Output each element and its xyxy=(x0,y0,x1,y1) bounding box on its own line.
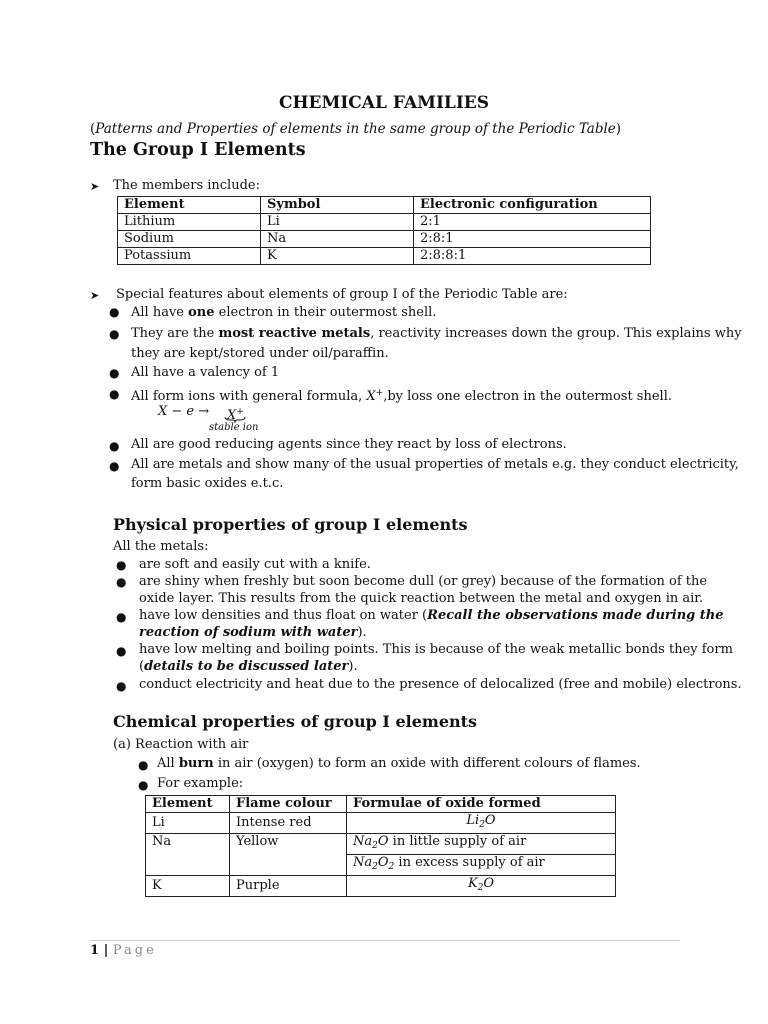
table-cell: $Li_2O$ xyxy=(347,813,616,834)
arrow-bullet-icon: ➤ xyxy=(90,180,100,193)
list-item: They are the most reactive metals, reactivity increases down the group. This explains why xyxy=(131,326,742,341)
bullet-icon: ● xyxy=(109,439,120,453)
table-cell: Li xyxy=(261,214,414,231)
bullet-icon: ● xyxy=(109,327,120,341)
table-header-cell: Flame colour xyxy=(230,796,347,813)
list-item-continuation: they are kept/stored under oil/paraffin. xyxy=(131,346,389,361)
table-cell: K xyxy=(146,876,230,897)
table-cell: Purple xyxy=(230,876,347,897)
table-row xyxy=(118,231,651,248)
physical-intro: All the metals: xyxy=(113,539,209,554)
bullet-icon: ● xyxy=(116,558,127,572)
members-intro: The members include: xyxy=(113,178,260,193)
table-cell: 2:1 xyxy=(414,214,651,231)
table-header-cell: Element xyxy=(146,796,230,813)
table-header-row xyxy=(146,796,616,813)
table-header-cell: Element xyxy=(118,197,261,214)
table-cell: Li xyxy=(146,813,230,834)
table-row xyxy=(146,834,616,855)
list-item: All have one electron in their outermost shell. xyxy=(131,305,437,320)
list-item: All burn in air (oxygen) to form an oxide with different colours of flames. xyxy=(157,756,641,771)
table-row xyxy=(146,876,616,897)
table-cell: K xyxy=(261,248,414,265)
subheading-reaction-air: (a) Reaction with air xyxy=(113,737,249,752)
list-item-continuation: form basic oxides e.t.c. xyxy=(131,476,284,491)
page-number: 1 xyxy=(90,943,100,958)
list-item: For example: xyxy=(157,776,244,791)
list-item: are soft and easily cut with a knife. xyxy=(139,557,371,572)
bullet-icon: ● xyxy=(138,758,149,772)
table-row xyxy=(146,813,616,834)
table-cell: Intense red xyxy=(230,813,347,834)
table-row xyxy=(118,248,651,265)
table-cell: 2:8:1 xyxy=(414,231,651,248)
bullet-icon: ● xyxy=(109,305,120,319)
bullet-icon: ● xyxy=(109,387,120,401)
list-item: conduct electricity and heat due to the presence of delocalized (free and mobile) electrons. xyxy=(139,677,742,692)
list-item-continuation: oxide layer. This results from the quick reaction between the metal and oxygen in air. xyxy=(139,591,704,606)
oxide-table xyxy=(145,795,616,897)
section-heading-physical: Physical properties of group I elements xyxy=(113,515,468,534)
bullet-icon: ● xyxy=(138,778,149,792)
list-item: are shiny when freshly but soon become dull (or grey) because of the formation of the xyxy=(139,574,708,589)
table-cell: $Na_2O_2$ in excess supply of air xyxy=(347,855,616,876)
list-item: have low densities and thus float on water (Recall the observations made during the xyxy=(139,608,724,623)
special-intro: Special features about elements of group I of the Periodic Table are: xyxy=(116,287,568,302)
table-header-cell: Symbol xyxy=(261,197,414,214)
arrow-bullet-icon: ➤ xyxy=(90,289,100,302)
page-title: CHEMICAL FAMILIES xyxy=(278,93,490,113)
section-heading-chemical: Chemical properties of group I elements xyxy=(113,712,478,731)
list-item-continuation: reaction of sodium with water). xyxy=(139,625,367,640)
list-item: All are metals and show many of the usual properties of metals e.g. they conduct electricity, xyxy=(131,457,739,472)
ion-equation-product: X+ xyxy=(227,407,244,423)
list-item-continuation: (details to be discussed later). xyxy=(139,659,358,674)
stable-ion-label: stable ion xyxy=(209,422,259,433)
page-label: Page xyxy=(112,943,157,958)
table-cell: Sodium xyxy=(118,231,261,248)
bullet-icon: ● xyxy=(109,459,120,473)
table-cell: Na xyxy=(261,231,414,248)
table-header-row xyxy=(118,197,651,214)
ion-equation: X − e → xyxy=(158,404,210,419)
table-cell: Yellow xyxy=(230,834,347,876)
list-item: All form ions with general formula, X+,by loss one electron in the outermost shell. xyxy=(131,388,672,404)
bullet-icon: ● xyxy=(116,610,127,624)
list-item: All are good reducing agents since they react by loss of electrons. xyxy=(131,437,567,452)
table-header-cell: Electronic configuration xyxy=(414,197,651,214)
bullet-icon: ● xyxy=(109,366,120,380)
list-item: All have a valency of 1 xyxy=(131,365,280,380)
subtitle: (Patterns and Properties of elements in the same group of the Periodic Table) xyxy=(90,121,622,137)
table-cell: Na xyxy=(146,834,230,876)
bullet-icon: ● xyxy=(116,679,127,693)
list-item: have low melting and boiling points. This is because of the weak metallic bonds they form xyxy=(139,642,733,657)
section-heading-group1: The Group I Elements xyxy=(90,140,306,160)
bullet-icon: ● xyxy=(116,644,127,658)
table-cell: Lithium xyxy=(118,214,261,231)
table-cell: Potassium xyxy=(118,248,261,265)
members-table xyxy=(117,196,651,265)
table-header-cell: Formulae of oxide formed xyxy=(347,796,616,813)
page-footer: 1 | Page xyxy=(90,943,157,958)
footer-divider xyxy=(90,940,680,941)
table-cell: $K_2O$ xyxy=(347,876,616,897)
table-row xyxy=(118,214,651,231)
table-cell: 2:8:8:1 xyxy=(414,248,651,265)
table-cell: $Na_2O$ in little supply of air xyxy=(347,834,616,855)
bullet-icon: ● xyxy=(116,575,127,589)
